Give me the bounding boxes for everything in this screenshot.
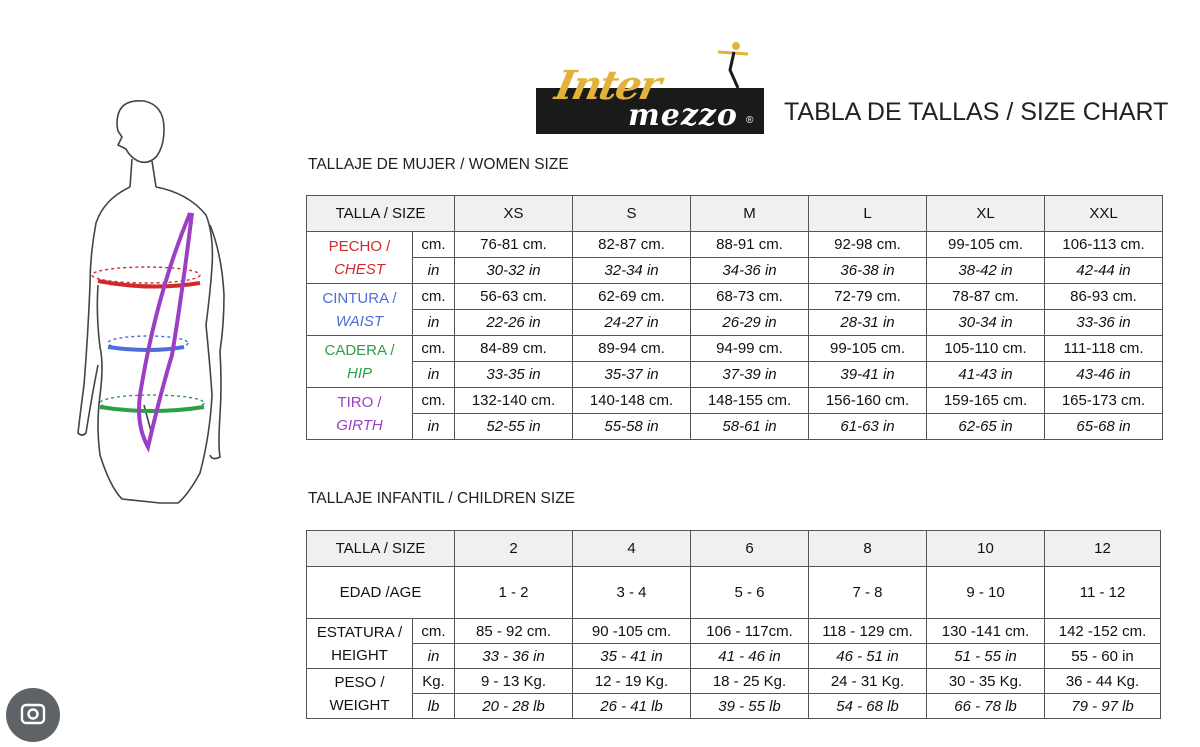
measurement-label <box>307 284 413 336</box>
in-value-cell: 34-36 in <box>691 258 809 284</box>
kg-value-cell: 12 - 19 Kg. <box>573 669 691 694</box>
in-value-cell: 58-61 in <box>691 414 809 440</box>
in-value-cell: 33 - 36 in <box>455 644 573 669</box>
measurement-label-en: HIP <box>346 364 372 382</box>
in-value-cell: 41-43 in <box>927 362 1045 388</box>
size-col-header: XXL <box>1045 196 1163 232</box>
in-value-cell: 65-68 in <box>1045 414 1163 440</box>
weight-row-1 <box>307 669 1161 694</box>
unit-cm: cm. <box>413 336 455 362</box>
cm-value-cell: 62-69 cm. <box>573 284 691 310</box>
cm-value-cell: 78-87 cm. <box>927 284 1045 310</box>
in-value-cell: 42-44 in <box>1045 258 1163 284</box>
in-value-cell: 35-37 in <box>573 362 691 388</box>
women-in-row <box>307 258 1163 284</box>
size-col-header: XS <box>455 196 573 232</box>
cm-value-cell: 165-173 cm. <box>1045 388 1163 414</box>
cm-value-cell: 132-140 cm. <box>455 388 573 414</box>
in-value-cell: 37-39 in <box>691 362 809 388</box>
in-value-cell: 26-29 in <box>691 310 809 336</box>
cm-value-cell: 140-148 cm. <box>573 388 691 414</box>
in-value-cell: 33-36 in <box>1045 310 1163 336</box>
kg-value-cell: 24 - 31 Kg. <box>809 669 927 694</box>
in-value-cell: 28-31 in <box>809 310 927 336</box>
size-col-header: XL <box>927 196 1045 232</box>
cm-value-cell: 85 - 92 cm. <box>455 619 573 644</box>
lb-value-cell: 26 - 41 lb <box>573 694 691 719</box>
cm-value-cell: 88-91 cm. <box>691 232 809 258</box>
women-cm-row <box>307 284 1163 310</box>
age-cell: 9 - 10 <box>927 567 1045 619</box>
in-value-cell: 46 - 51 in <box>809 644 927 669</box>
unit-in: in <box>413 362 455 388</box>
women-in-row <box>307 310 1163 336</box>
height-label <box>307 619 413 669</box>
cm-value-cell: 92-98 cm. <box>809 232 927 258</box>
cm-value-cell: 142 -152 cm. <box>1045 619 1161 644</box>
women-cm-row <box>307 336 1163 362</box>
kg-value-cell: 30 - 35 Kg. <box>927 669 1045 694</box>
age-label: EDAD /AGE <box>307 567 455 619</box>
unit-cm: cm. <box>413 619 455 644</box>
unit-lb: lb <box>413 694 455 719</box>
women-cm-row <box>307 388 1163 414</box>
in-value-cell: 22-26 in <box>455 310 573 336</box>
unit-cm: cm. <box>413 232 455 258</box>
lb-value-cell: 39 - 55 lb <box>691 694 809 719</box>
intermezzo-logo <box>536 40 768 140</box>
lb-value-cell: 20 - 28 lb <box>455 694 573 719</box>
kg-value-cell: 18 - 25 Kg. <box>691 669 809 694</box>
measurement-label <box>307 388 413 440</box>
cm-value-cell: 159-165 cm. <box>927 388 1045 414</box>
weight-label <box>307 669 413 719</box>
logo-text-mezzo: mezzo <box>628 98 738 133</box>
cm-value-cell: 72-79 cm. <box>809 284 927 310</box>
size-col-header: M <box>691 196 809 232</box>
unit-in: in <box>413 258 455 284</box>
weight-row-2 <box>307 694 1161 719</box>
measurement-label-es: TIRO / <box>337 393 382 411</box>
cm-value-cell: 156-160 cm. <box>809 388 927 414</box>
in-value-cell: 33-35 in <box>455 362 573 388</box>
in-value-cell: 41 - 46 in <box>691 644 809 669</box>
size-col-header: 10 <box>927 531 1045 567</box>
age-cell: 5 - 6 <box>691 567 809 619</box>
children-header-label: TALLA / SIZE <box>307 531 455 567</box>
women-cm-row <box>307 232 1163 258</box>
hip-measure-line <box>100 407 204 411</box>
in-value-cell: 61-63 in <box>809 414 927 440</box>
in-value-cell: 55-58 in <box>573 414 691 440</box>
size-col-header: S <box>573 196 691 232</box>
size-col-header: 8 <box>809 531 927 567</box>
measurement-label-es: CINTURA / <box>322 289 397 307</box>
measurement-label-en: GIRTH <box>336 416 383 434</box>
lb-value-cell: 66 - 78 lb <box>927 694 1045 719</box>
page-title: TABLA DE TALLAS / SIZE CHART <box>784 98 1169 126</box>
dancer-icon <box>714 40 750 90</box>
height-row-2 <box>307 644 1161 669</box>
in-value-cell: 55 - 60 in <box>1045 644 1161 669</box>
unit-cm: cm. <box>413 388 455 414</box>
measurement-label-en: CHEST <box>334 260 385 278</box>
in-value-cell: 51 - 55 in <box>927 644 1045 669</box>
in-value-cell: 38-42 in <box>927 258 1045 284</box>
cm-value-cell: 90 -105 cm. <box>573 619 691 644</box>
height-row-1 <box>307 619 1161 644</box>
weight-label-en: WEIGHT <box>329 696 390 714</box>
measurement-label <box>307 336 413 388</box>
unit-in: in <box>413 644 455 669</box>
body-measurement-figure <box>60 95 240 515</box>
measurement-label <box>307 232 413 284</box>
unit-in: in <box>413 310 455 336</box>
in-value-cell: 36-38 in <box>809 258 927 284</box>
unit-cm: cm. <box>413 284 455 310</box>
logo-registered-mark: ® <box>746 115 754 126</box>
cm-value-cell: 106-113 cm. <box>1045 232 1163 258</box>
age-row <box>307 567 1161 619</box>
measurement-label-en: WAIST <box>335 312 384 330</box>
in-value-cell: 43-46 in <box>1045 362 1163 388</box>
height-label-es: ESTATURA / <box>316 623 403 641</box>
women-size-table <box>306 195 1163 440</box>
height-label-en: HEIGHT <box>331 646 388 664</box>
cm-value-cell: 148-155 cm. <box>691 388 809 414</box>
measurement-label-es: PECHO / <box>328 237 391 255</box>
in-value-cell: 24-27 in <box>573 310 691 336</box>
cm-value-cell: 84-89 cm. <box>455 336 573 362</box>
kg-value-cell: 9 - 13 Kg. <box>455 669 573 694</box>
cm-value-cell: 130 -141 cm. <box>927 619 1045 644</box>
in-value-cell: 30-32 in <box>455 258 573 284</box>
lens-search-icon[interactable] <box>6 688 60 742</box>
women-in-row <box>307 362 1163 388</box>
kg-value-cell: 36 - 44 Kg. <box>1045 669 1161 694</box>
women-header-label: TALLA / SIZE <box>307 196 455 232</box>
in-value-cell: 32-34 in <box>573 258 691 284</box>
cm-value-cell: 105-110 cm. <box>927 336 1045 362</box>
size-col-header: 4 <box>573 531 691 567</box>
women-section-title: TALLAJE DE MUJER / WOMEN SIZE <box>308 156 569 173</box>
size-col-header: L <box>809 196 927 232</box>
cm-value-cell: 86-93 cm. <box>1045 284 1163 310</box>
cm-value-cell: 111-118 cm. <box>1045 336 1163 362</box>
in-value-cell: 30-34 in <box>927 310 1045 336</box>
women-header-row <box>307 196 1163 232</box>
cm-value-cell: 56-63 cm. <box>455 284 573 310</box>
measurement-label-es: CADERA / <box>324 341 395 359</box>
cm-value-cell: 99-105 cm. <box>809 336 927 362</box>
lb-value-cell: 54 - 68 lb <box>809 694 927 719</box>
unit-kg: Kg. <box>413 669 455 694</box>
size-col-header: 2 <box>455 531 573 567</box>
in-value-cell: 52-55 in <box>455 414 573 440</box>
cm-value-cell: 118 - 129 cm. <box>809 619 927 644</box>
in-value-cell: 35 - 41 in <box>573 644 691 669</box>
cm-value-cell: 68-73 cm. <box>691 284 809 310</box>
age-cell: 3 - 4 <box>573 567 691 619</box>
cm-value-cell: 94-99 cm. <box>691 336 809 362</box>
weight-label-es: PESO / <box>334 673 385 691</box>
logo-text-inter: Inter <box>551 62 664 109</box>
children-section-title: TALLAJE INFANTIL / CHILDREN SIZE <box>308 490 576 507</box>
in-value-cell: 39-41 in <box>809 362 927 388</box>
lb-value-cell: 79 - 97 lb <box>1045 694 1161 719</box>
size-col-header: 6 <box>691 531 809 567</box>
in-value-cell: 62-65 in <box>927 414 1045 440</box>
cm-value-cell: 76-81 cm. <box>455 232 573 258</box>
cm-value-cell: 82-87 cm. <box>573 232 691 258</box>
children-size-table <box>306 530 1161 719</box>
children-header-row <box>307 531 1161 567</box>
cm-value-cell: 89-94 cm. <box>573 336 691 362</box>
unit-in: in <box>413 414 455 440</box>
cm-value-cell: 99-105 cm. <box>927 232 1045 258</box>
cm-value-cell: 106 - 117cm. <box>691 619 809 644</box>
age-cell: 7 - 8 <box>809 567 927 619</box>
age-cell: 11 - 12 <box>1045 567 1161 619</box>
age-cell: 1 - 2 <box>455 567 573 619</box>
size-col-header: 12 <box>1045 531 1161 567</box>
women-in-row <box>307 414 1163 440</box>
